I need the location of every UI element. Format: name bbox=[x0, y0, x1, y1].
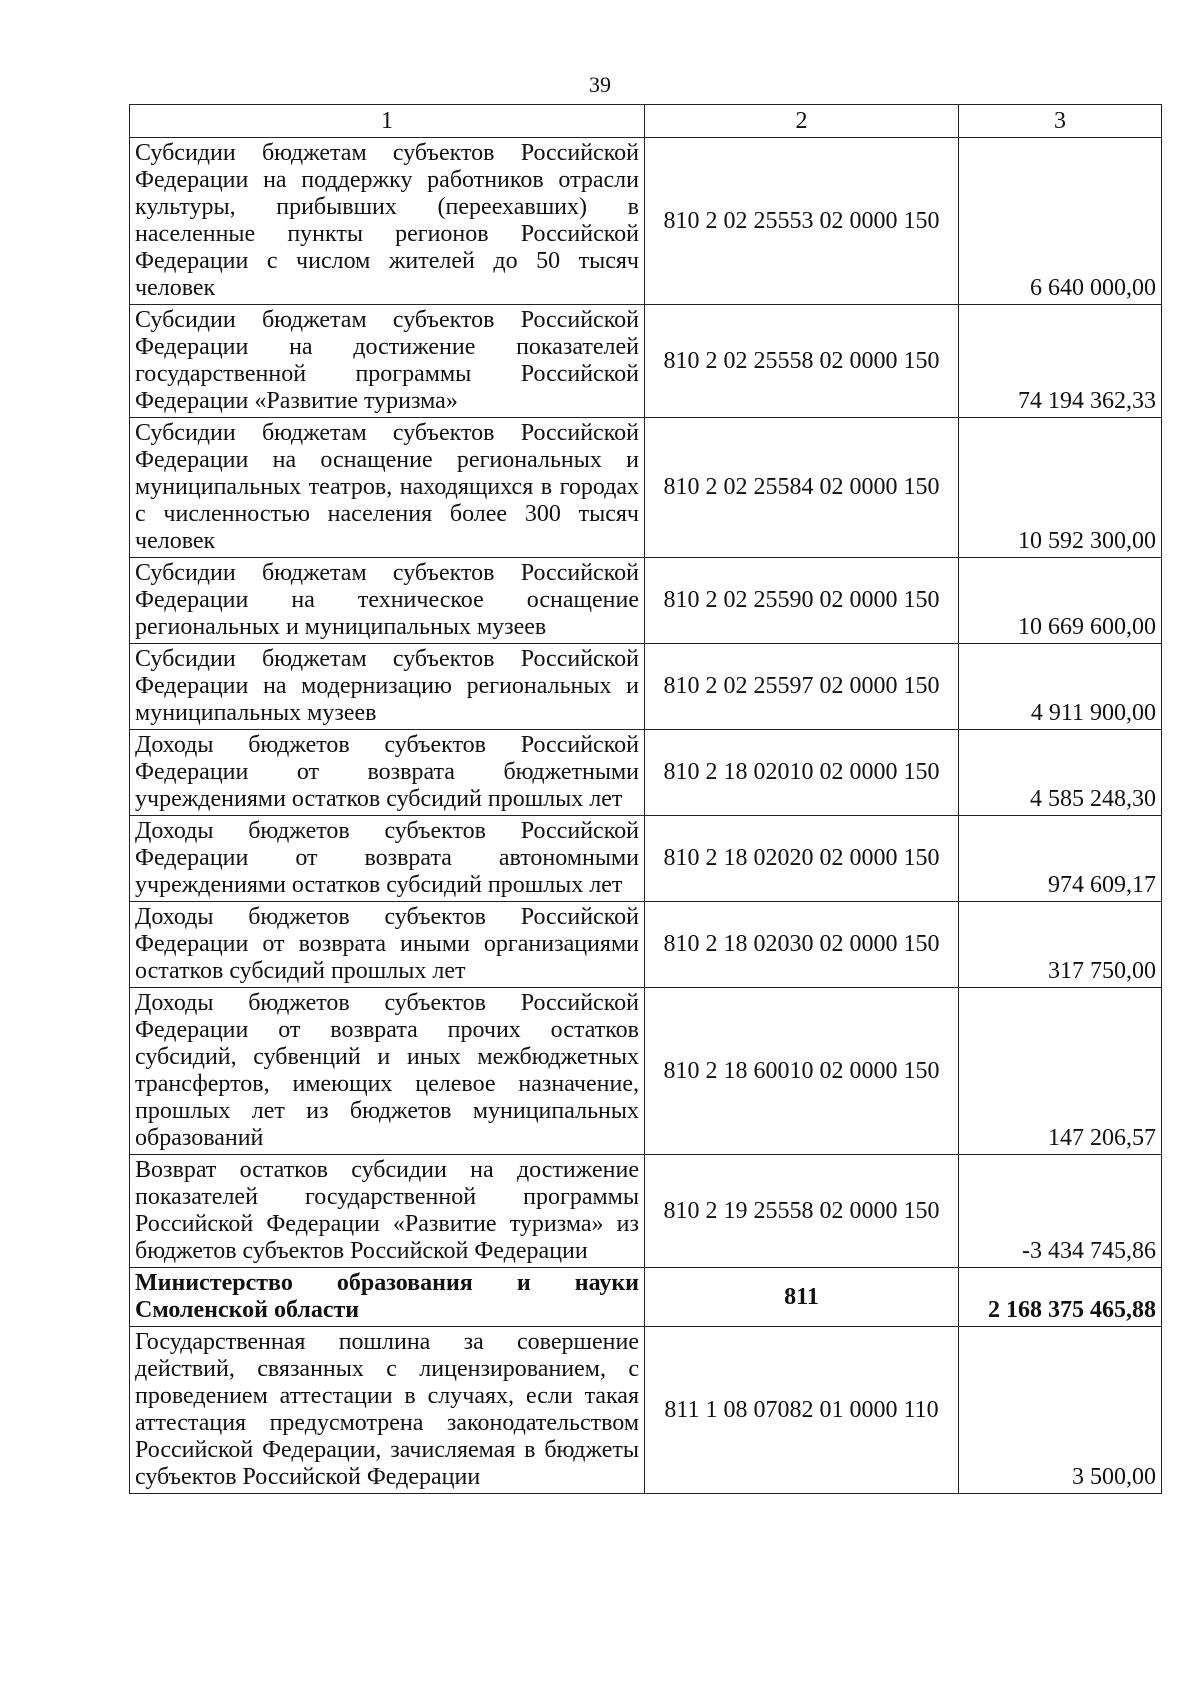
column-header-amount: 3 bbox=[959, 105, 1162, 138]
table-row bbox=[130, 305, 1162, 418]
page-number: 39 bbox=[589, 72, 611, 97]
row-name-cell: Министерство образования и науки Смоленской области bbox=[130, 1268, 645, 1327]
table-row bbox=[130, 138, 1162, 305]
row-name-cell: Доходы бюджетов субъектов Российской Федерации от возврата прочих остатков субсидий, субвенций и иных межбюджетных трансфертов, имеющих целевое назначение, прошлых лет из бюджетов муниципальных образований bbox=[130, 988, 645, 1155]
row-name-cell: Субсидии бюджетам субъектов Российской Федерации на техническое оснащение региональных и муниципальных музеев bbox=[130, 558, 645, 644]
row-code-cell: 810 2 02 25553 02 0000 150 bbox=[645, 138, 959, 305]
row-amount-cell: 74 194 362,33 bbox=[959, 305, 1162, 418]
table-section-row bbox=[130, 1268, 1162, 1327]
row-amount-cell: 3 500,00 bbox=[959, 1327, 1162, 1494]
row-code-cell: 810 2 19 25558 02 0000 150 bbox=[645, 1155, 959, 1268]
row-code-cell: 810 2 02 25597 02 0000 150 bbox=[645, 644, 959, 730]
row-code-cell: 811 bbox=[645, 1268, 959, 1327]
row-amount-cell: 2 168 375 465,88 bbox=[959, 1268, 1162, 1327]
row-name-cell: Доходы бюджетов субъектов Российской Федерации от возврата автономными учреждениями остатков субсидий прошлых лет bbox=[130, 816, 645, 902]
row-code-cell: 810 2 02 25590 02 0000 150 bbox=[645, 558, 959, 644]
row-name-cell: Субсидии бюджетам субъектов Российской Федерации на модернизацию региональных и муниципальных музеев bbox=[130, 644, 645, 730]
row-name-cell: Доходы бюджетов субъектов Российской Федерации от возврата бюджетными учреждениями остатков субсидий прошлых лет bbox=[130, 730, 645, 816]
table-body bbox=[130, 138, 1162, 1494]
row-code-cell: 811 1 08 07082 01 0000 110 bbox=[645, 1327, 959, 1494]
table-row bbox=[130, 1327, 1162, 1494]
row-name-cell: Субсидии бюджетам субъектов Российской Федерации на поддержку работников отрасли культуры, прибывших (переехавших) в населенные пункты регионов Российской Федерации с числом жителей до 50 тысяч человек bbox=[130, 138, 645, 305]
table-header-row bbox=[130, 105, 1162, 138]
row-code-cell: 810 2 18 60010 02 0000 150 bbox=[645, 988, 959, 1155]
table-row bbox=[130, 902, 1162, 988]
table-row bbox=[130, 558, 1162, 644]
row-code-cell: 810 2 02 25558 02 0000 150 bbox=[645, 305, 959, 418]
column-header-code: 2 bbox=[645, 105, 959, 138]
table-row bbox=[130, 816, 1162, 902]
row-code-cell: 810 2 18 02010 02 0000 150 bbox=[645, 730, 959, 816]
row-amount-cell: 4 911 900,00 bbox=[959, 644, 1162, 730]
row-amount-cell: 147 206,57 bbox=[959, 988, 1162, 1155]
table-row bbox=[130, 644, 1162, 730]
row-amount-cell: -3 434 745,86 bbox=[959, 1155, 1162, 1268]
row-amount-cell: 4 585 248,30 bbox=[959, 730, 1162, 816]
row-name-cell: Возврат остатков субсидии на достижение показателей государственной программы Российской Федерации «Развитие туризма» из бюджетов субъектов Российской Федерации bbox=[130, 1155, 645, 1268]
row-amount-cell: 10 669 600,00 bbox=[959, 558, 1162, 644]
table-row bbox=[130, 418, 1162, 558]
table-row bbox=[130, 1155, 1162, 1268]
row-name-cell: Доходы бюджетов субъектов Российской Федерации от возврата иными организациями остатков субсидий прошлых лет bbox=[130, 902, 645, 988]
table-row bbox=[130, 730, 1162, 816]
table-row bbox=[130, 988, 1162, 1155]
row-amount-cell: 974 609,17 bbox=[959, 816, 1162, 902]
row-amount-cell: 6 640 000,00 bbox=[959, 138, 1162, 305]
budget-revenue-table bbox=[129, 104, 1162, 1494]
row-code-cell: 810 2 02 25584 02 0000 150 bbox=[645, 418, 959, 558]
row-name-cell: Субсидии бюджетам субъектов Российской Федерации на оснащение региональных и муниципальных театров, находящихся в городах с численностью населения более 300 тысяч человек bbox=[130, 418, 645, 558]
row-name-cell: Государственная пошлина за совершение действий, связанных с лицензированием, с проведением аттестации в случаях, если такая аттестация предусмотрена законодательством Российской Федерации, зачисляемая в бюджеты субъектов Российской Федерации bbox=[130, 1327, 645, 1494]
row-name-cell: Субсидии бюджетам субъектов Российской Федерации на достижение показателей государственной программы Российской Федерации «Развитие туризма» bbox=[130, 305, 645, 418]
row-code-cell: 810 2 18 02030 02 0000 150 bbox=[645, 902, 959, 988]
column-header-name: 1 bbox=[130, 105, 645, 138]
row-amount-cell: 317 750,00 bbox=[959, 902, 1162, 988]
row-code-cell: 810 2 18 02020 02 0000 150 bbox=[645, 816, 959, 902]
row-amount-cell: 10 592 300,00 bbox=[959, 418, 1162, 558]
